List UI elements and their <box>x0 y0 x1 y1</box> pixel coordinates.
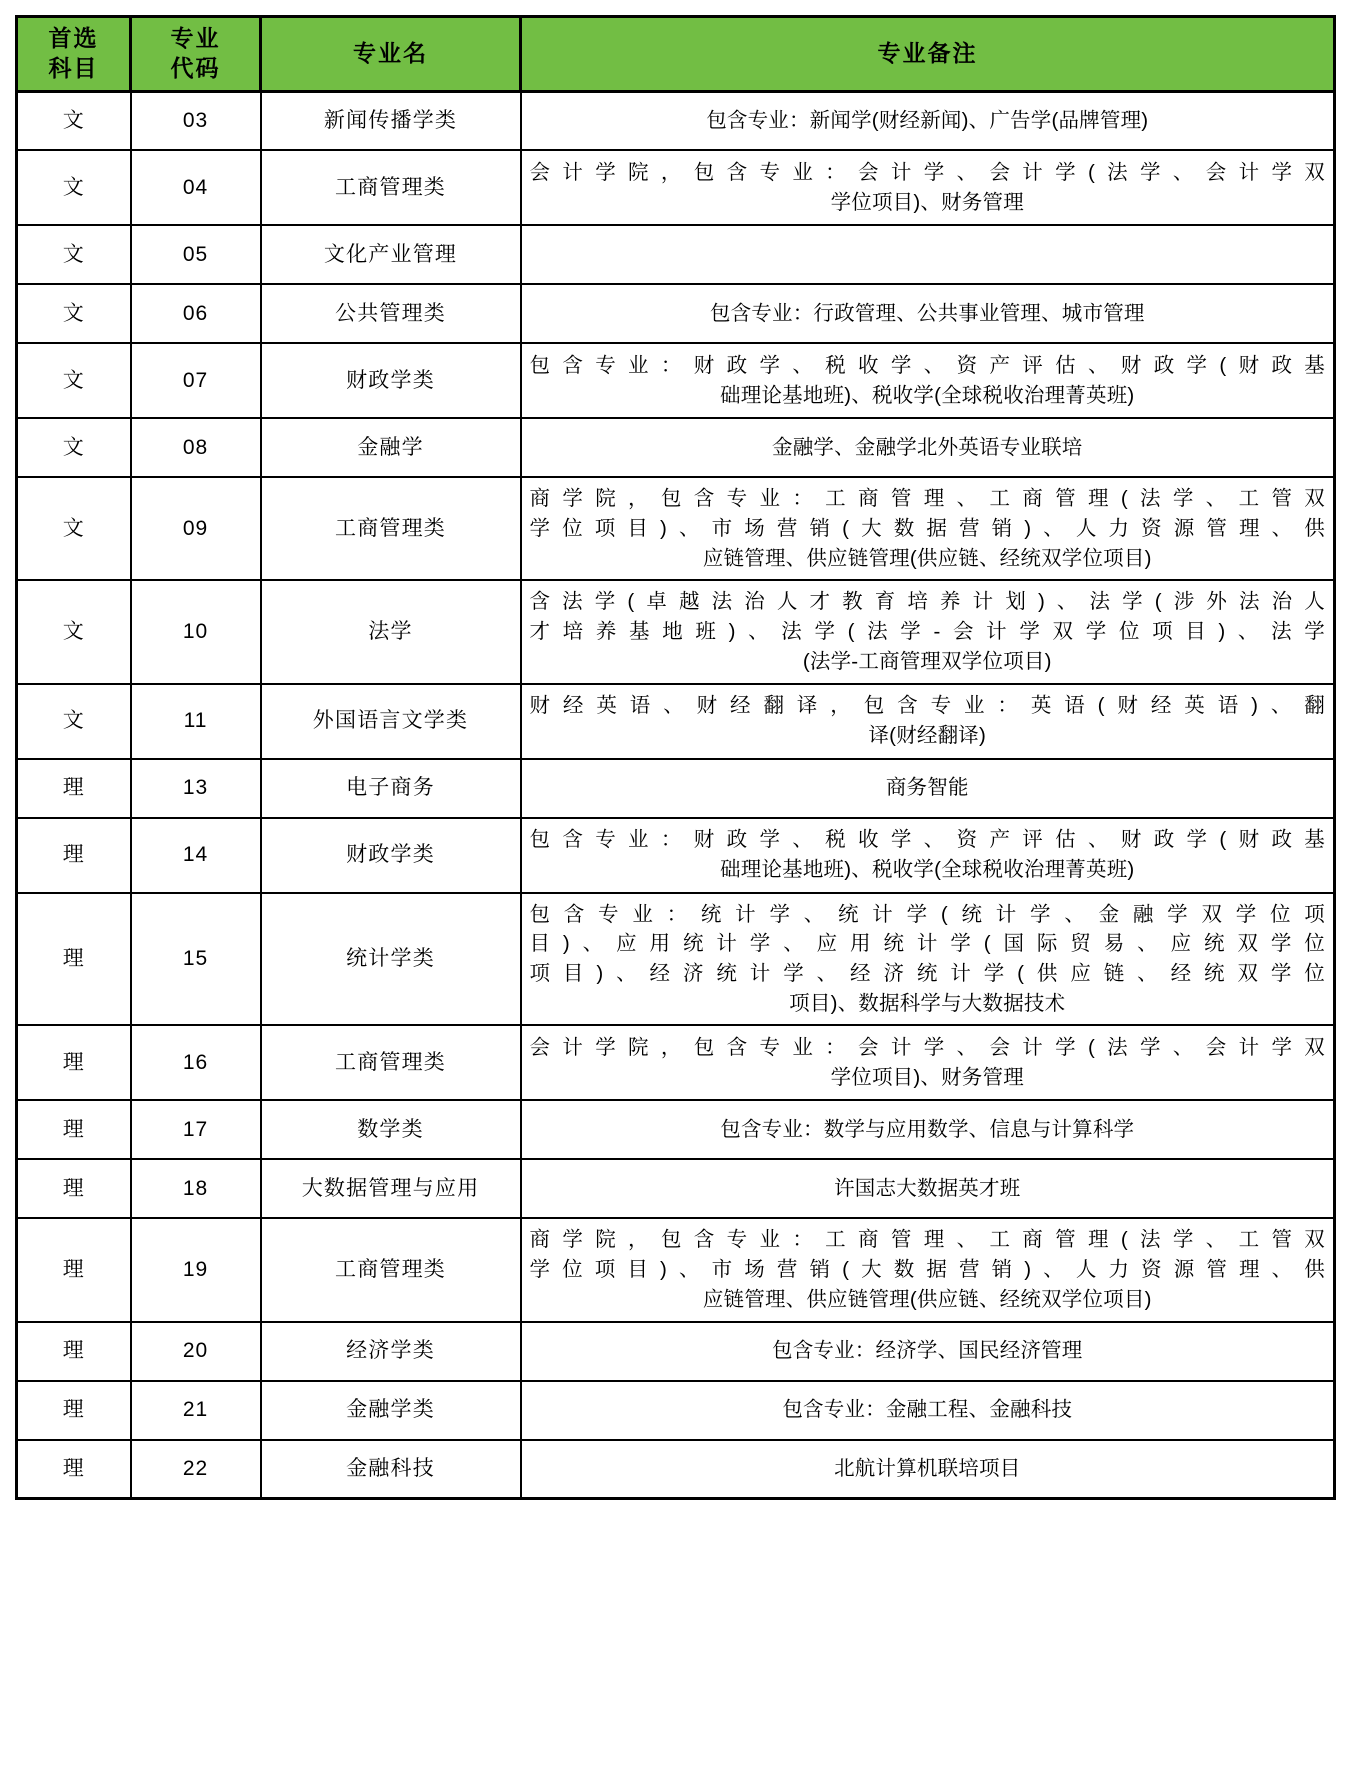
table-row <box>17 818 1335 893</box>
remark-line: 商学院，包含专业：工商管理、工商管理(法学、工管双 <box>529 1228 1325 1252</box>
table-row <box>17 1440 1335 1499</box>
table-row <box>17 477 1335 580</box>
remark-line: 学位项目)、市场营销(大数据营销)、人力资源管理、供 <box>529 1258 1325 1282</box>
cell-subject: 文 <box>17 684 131 759</box>
cell-major-code: 03 <box>131 91 261 150</box>
cell-subject: 文 <box>17 91 131 150</box>
table-row <box>17 1218 1335 1321</box>
cell-major-remark <box>521 1100 1335 1159</box>
cell-major-name: 金融学 <box>261 418 521 477</box>
column-header-subject-line1: 首选 <box>48 25 99 51</box>
cell-subject: 文 <box>17 477 131 580</box>
cell-major-code: 13 <box>131 759 261 818</box>
cell-subject: 理 <box>17 1025 131 1100</box>
cell-major-code: 10 <box>131 580 261 683</box>
table-row <box>17 91 1335 150</box>
cell-major-remark <box>521 1440 1335 1499</box>
remark-line: 商学院，包含专业：工商管理、工商管理(法学、工管双 <box>529 487 1325 511</box>
remark-line: 包含专业：数学与应用数学、信息与计算科学 <box>720 1118 1135 1142</box>
cell-major-code: 15 <box>131 893 261 1026</box>
cell-major-code: 21 <box>131 1381 261 1440</box>
cell-major-remark <box>521 1159 1335 1218</box>
table-row <box>17 1159 1335 1218</box>
cell-major-remark <box>521 1322 1335 1381</box>
table-row <box>17 150 1335 225</box>
cell-subject: 文 <box>17 580 131 683</box>
cell-major-remark <box>521 759 1335 818</box>
cell-subject: 理 <box>17 818 131 893</box>
cell-major-name: 大数据管理与应用 <box>261 1159 521 1218</box>
remark-line: 财经英语、财经翻译，包含专业：英语(财经英语)、翻 <box>529 694 1325 718</box>
cell-major-code: 07 <box>131 343 261 418</box>
cell-subject: 理 <box>17 1440 131 1499</box>
remark-line: 许国志大数据英才班 <box>834 1177 1021 1201</box>
remark-line: 应链管理、供应链管理(供应链、经统双学位项目) <box>702 546 1152 570</box>
cell-major-code: 22 <box>131 1440 261 1499</box>
remark-line: 包含专业：财政学、税收学、资产评估、财政学(财政基 <box>529 354 1325 378</box>
cell-major-remark <box>521 818 1335 893</box>
cell-major-remark <box>521 150 1335 225</box>
cell-major-name: 外国语言文学类 <box>261 684 521 759</box>
cell-major-remark <box>521 1218 1335 1321</box>
column-header-remark: 专业备注 <box>521 17 1335 92</box>
cell-major-remark <box>521 1025 1335 1100</box>
cell-major-remark <box>521 418 1335 477</box>
remark-line: 北航计算机联培项目 <box>834 1457 1021 1481</box>
remark-line: 项目)、数据科学与大数据技术 <box>789 991 1066 1015</box>
cell-major-name: 公共管理类 <box>261 284 521 343</box>
cell-major-code: 19 <box>131 1218 261 1321</box>
major-list-table <box>15 15 1336 1500</box>
cell-major-code: 18 <box>131 1159 261 1218</box>
table-body <box>17 91 1335 1498</box>
cell-major-code: 17 <box>131 1100 261 1159</box>
cell-subject: 文 <box>17 284 131 343</box>
cell-subject: 理 <box>17 1322 131 1381</box>
cell-major-name: 工商管理类 <box>261 477 521 580</box>
table-row <box>17 759 1335 818</box>
cell-major-name: 金融科技 <box>261 1440 521 1499</box>
header-row <box>17 17 1335 92</box>
remark-line: 包含专业：经济学、国民经济管理 <box>772 1339 1083 1363</box>
cell-major-name: 电子商务 <box>261 759 521 818</box>
table-row <box>17 1322 1335 1381</box>
column-header-subject-line2: 科目 <box>48 54 99 81</box>
cell-subject: 理 <box>17 1218 131 1321</box>
remark-line: 会计学院，包含专业：会计学、会计学(法学、会计学双 <box>529 1036 1325 1060</box>
cell-subject: 文 <box>17 225 131 284</box>
table-row <box>17 684 1335 759</box>
cell-major-code: 04 <box>131 150 261 225</box>
cell-major-name: 金融学类 <box>261 1381 521 1440</box>
table-row <box>17 343 1335 418</box>
remark-line: 会计学院，包含专业：会计学、会计学(法学、会计学双 <box>529 161 1325 185</box>
column-header-code <box>131 17 261 92</box>
remark-line: 目)、应用统计学、应用统计学(国际贸易、应统双学位 <box>529 932 1325 956</box>
cell-major-code: 08 <box>131 418 261 477</box>
column-header-name: 专业名 <box>261 17 521 92</box>
cell-subject: 文 <box>17 343 131 418</box>
remark-line: 包含专业：财政学、税收学、资产评估、财政学(财政基 <box>529 828 1325 852</box>
column-header-code-line2: 代码 <box>170 54 221 81</box>
table-row <box>17 1025 1335 1100</box>
table-row <box>17 1381 1335 1440</box>
remark-line: 包含专业：统计学、统计学(统计学、金融学双学位项 <box>529 902 1325 926</box>
table-header <box>17 17 1335 92</box>
remark-line: (法学-工商管理双学位项目) <box>802 649 1052 673</box>
remark-line: 学位项目)、财务管理 <box>830 1065 1024 1089</box>
remark-line: 包含专业：行政管理、公共事业管理、城市管理 <box>709 301 1145 325</box>
cell-subject: 文 <box>17 418 131 477</box>
cell-major-code: 20 <box>131 1322 261 1381</box>
cell-major-name: 财政学类 <box>261 343 521 418</box>
cell-major-name: 工商管理类 <box>261 1218 521 1321</box>
table-row <box>17 580 1335 683</box>
cell-major-code: 09 <box>131 477 261 580</box>
cell-subject: 文 <box>17 150 131 225</box>
cell-major-remark <box>521 684 1335 759</box>
column-header-subject <box>17 17 131 92</box>
cell-major-name: 数学类 <box>261 1100 521 1159</box>
cell-major-name: 统计学类 <box>261 893 521 1026</box>
cell-major-remark <box>521 477 1335 580</box>
cell-major-code: 14 <box>131 818 261 893</box>
cell-major-name: 法学 <box>261 580 521 683</box>
remark-line: 础理论基地班)、税收学(全球税收治理菁英班) <box>720 858 1135 882</box>
remark-line: 包含专业：新闻学(财经新闻)、广告学(品牌管理) <box>706 109 1149 133</box>
cell-major-code: 06 <box>131 284 261 343</box>
cell-major-code: 16 <box>131 1025 261 1100</box>
table-row <box>17 418 1335 477</box>
cell-major-code: 05 <box>131 225 261 284</box>
cell-major-name: 财政学类 <box>261 818 521 893</box>
cell-subject: 理 <box>17 1100 131 1159</box>
cell-major-code: 11 <box>131 684 261 759</box>
remark-line: 础理论基地班)、税收学(全球税收治理菁英班) <box>720 383 1135 407</box>
cell-subject: 理 <box>17 1159 131 1218</box>
cell-major-name: 工商管理类 <box>261 1025 521 1100</box>
remark-line: 译(财经翻译) <box>868 724 987 748</box>
cell-major-name: 工商管理类 <box>261 150 521 225</box>
cell-major-remark <box>521 1381 1335 1440</box>
table-row <box>17 893 1335 1026</box>
cell-major-remark <box>521 893 1335 1026</box>
remark-line: 学位项目)、市场营销(大数据营销)、人力资源管理、供 <box>529 517 1325 540</box>
remark-line: 金融学、金融学北外英语专业联培 <box>772 435 1083 459</box>
remark-line: 商务智能 <box>885 776 969 800</box>
table-row <box>17 225 1335 284</box>
table-row <box>17 284 1335 343</box>
table-row <box>17 1100 1335 1159</box>
cell-major-remark <box>521 284 1335 343</box>
remark-line: 含法学(卓越法治人才教育培养计划)、法学(涉外法治人 <box>529 590 1325 614</box>
cell-major-name: 文化产业管理 <box>261 225 521 284</box>
cell-major-name: 新闻传播学类 <box>261 91 521 150</box>
cell-subject: 理 <box>17 759 131 818</box>
remark-line: 应链管理、供应链管理(供应链、经统双学位项目) <box>702 1287 1152 1311</box>
cell-major-name: 经济学类 <box>261 1322 521 1381</box>
cell-major-remark <box>521 580 1335 683</box>
cell-subject: 理 <box>17 893 131 1026</box>
cell-subject: 理 <box>17 1381 131 1440</box>
cell-major-remark <box>521 91 1335 150</box>
cell-major-remark <box>521 225 1335 284</box>
remark-line: 学位项目)、财务管理 <box>830 190 1024 214</box>
column-header-code-line1: 专业 <box>170 25 221 51</box>
cell-major-remark <box>521 343 1335 418</box>
remark-line: 项目)、经济统计学、经济统计学(供应链、经统双学位 <box>529 962 1325 986</box>
remark-line: 才培养基地班)、法学(法学-会计学双学位项目)、法学 <box>529 620 1325 644</box>
remark-line: 包含专业：金融工程、金融科技 <box>782 1398 1073 1422</box>
